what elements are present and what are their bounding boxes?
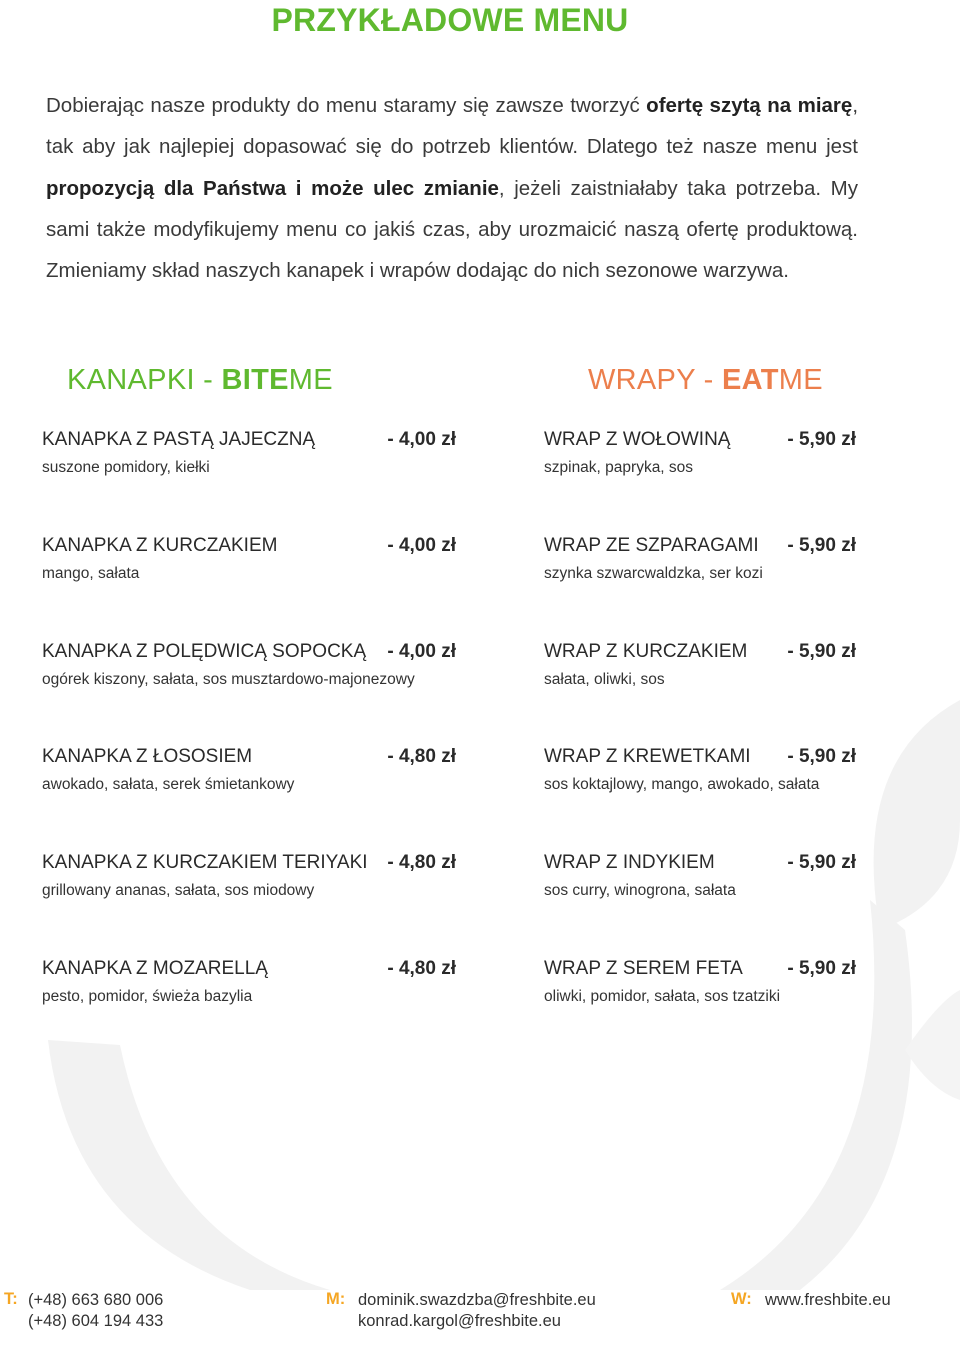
page-title: PRZYKŁADOWE MENU — [271, 2, 629, 38]
menu-item-wrap — [544, 535, 856, 641]
item-description: sos curry, winogrona, sałata — [544, 882, 736, 900]
decorative-arc — [48, 1040, 330, 1290]
item-description: szynka szwarcwaldzka, ser kozi — [544, 564, 763, 582]
item-price: - 4,00 zł — [387, 534, 456, 556]
phone-numbers — [28, 1290, 163, 1332]
item-name: WRAP Z WOŁOWINĄ — [544, 429, 731, 450]
item-price: - 4,00 zł — [387, 640, 456, 662]
item-price: - 5,90 zł — [787, 746, 856, 768]
item-description: suszone pomidory, kiełki — [42, 459, 210, 476]
item-description: mango, sałata — [42, 564, 140, 582]
item-description: sałata, oliwki, sos — [544, 670, 665, 688]
kanapki-title-bold: BITE — [221, 364, 289, 396]
mail-label: M: — [326, 1290, 346, 1308]
item-name: KANAPKA Z KURCZAKIEM — [42, 534, 278, 556]
item-name: WRAP ZE SZPARAGAMI — [544, 534, 759, 556]
item-price: - 4,80 zł — [387, 852, 456, 874]
email-link-1[interactable]: dominik.swazdzba@freshbite.eu — [358, 1291, 596, 1309]
item-price: - 4,80 zł — [387, 957, 456, 979]
item-description: szpinak, papryka, sos — [544, 459, 694, 476]
wrapy-title-bold: EAT — [722, 364, 779, 396]
menu-item-kanapka — [42, 958, 456, 1064]
item-name: WRAP Z INDYKIEM — [544, 852, 715, 874]
item-description: pesto, pomidor, świeża bazylia — [42, 987, 253, 1005]
item-name: WRAP Z KURCZAKIEM — [544, 640, 748, 662]
intro-bold-2: propozycją dla Państwa i może ulec zmianie — [46, 176, 499, 200]
item-name: KANAPKA Z KURCZAKIEM TERIYAKI — [42, 852, 368, 874]
menu-item-wrap — [544, 429, 856, 535]
intro-bold-1: ofertę szytą na miarę — [646, 94, 853, 117]
item-description: grillowany ananas, sałata, sos miodowy — [42, 882, 315, 900]
menu-item-wrap — [544, 746, 856, 852]
item-price: - 5,90 zł — [787, 957, 856, 979]
item-price: - 5,90 zł — [787, 640, 856, 662]
menu-item-wrap — [544, 958, 856, 1064]
menu-item-wrap — [544, 641, 856, 747]
web-label: W: — [731, 1290, 752, 1308]
intro-text-1: Dobierając nasze produkty do menu staramy się zawsze tworzyć — [46, 94, 647, 117]
decorative-leaf — [874, 700, 960, 930]
item-name: WRAP Z KREWETKAMI — [544, 746, 751, 768]
item-price: - 5,90 zł — [787, 534, 856, 556]
kanapki-section-title — [67, 364, 333, 397]
item-name: KANAPKA Z POLĘDWICĄ SOPOCKĄ — [42, 640, 367, 662]
wrapy-title-prefix: WRAPY - — [588, 364, 722, 396]
kanapki-menu-list — [42, 429, 456, 1064]
menu-item-kanapka — [42, 641, 456, 747]
item-description: sos koktajlowy, mango, awokado, sałata — [544, 776, 820, 794]
website — [765, 1290, 891, 1311]
item-price: - 4,00 zł — [387, 429, 456, 450]
item-description: oliwki, pomidor, sałata, sos tzatziki — [544, 987, 781, 1005]
phone-label: T: — [4, 1290, 18, 1308]
phone-number-2[interactable]: (+48) 604 194 433 — [28, 1312, 164, 1330]
intro-text-3: , jeżeli zaistniałaby taka potrzeba. My sami także modyfikujemy menu co jakiś czas, aby urozmaicić naszą ofertę produktową. Zmieniamy skład naszych kanapek i wrapów dodając do nich sezonowe warzywa. — [46, 176, 858, 283]
item-price: - 5,90 zł — [787, 852, 856, 874]
email-addresses — [358, 1290, 596, 1332]
item-name: KANAPKA Z PASTĄ JAJECZNĄ — [42, 429, 316, 450]
item-price: - 5,90 zł — [787, 429, 856, 450]
item-description: ogórek kiszony, sałata, sos musztardowo-majonezowy — [42, 670, 415, 688]
wrapy-section-title — [588, 364, 823, 397]
item-price: - 4,80 zł — [387, 746, 456, 768]
item-description: awokado, sałata, serek śmietankowy — [42, 776, 295, 794]
phone-number-1[interactable]: (+48) 663 680 006 — [28, 1291, 164, 1309]
item-name: KANAPKA Z ŁOSOSIEM — [42, 746, 253, 768]
email-link-2[interactable]: konrad.kargol@freshbite.eu — [358, 1312, 561, 1330]
decorative-leaf-small — [905, 990, 960, 1100]
intro-paragraph — [46, 85, 858, 291]
menu-item-kanapka — [42, 852, 456, 958]
menu-item-kanapka — [42, 535, 456, 641]
item-name: WRAP Z SEREM FETA — [544, 957, 743, 979]
menu-item-wrap — [544, 852, 856, 958]
intro-text-2: , tak aby jak najlepiej dopasować się do potrzeb klientów. Dlatego też nasze menu jest — [46, 94, 859, 159]
website-link[interactable]: www.freshbite.eu — [765, 1291, 891, 1309]
wrapy-menu-list — [544, 429, 856, 1064]
menu-item-kanapka — [42, 746, 456, 852]
kanapki-title-suffix: ME — [288, 364, 333, 396]
kanapki-title-prefix: KANAPKI - — [67, 364, 222, 396]
item-name: KANAPKA Z MOZARELLĄ — [42, 957, 268, 979]
wrapy-title-suffix: ME — [778, 364, 823, 396]
menu-item-kanapka — [42, 429, 456, 535]
